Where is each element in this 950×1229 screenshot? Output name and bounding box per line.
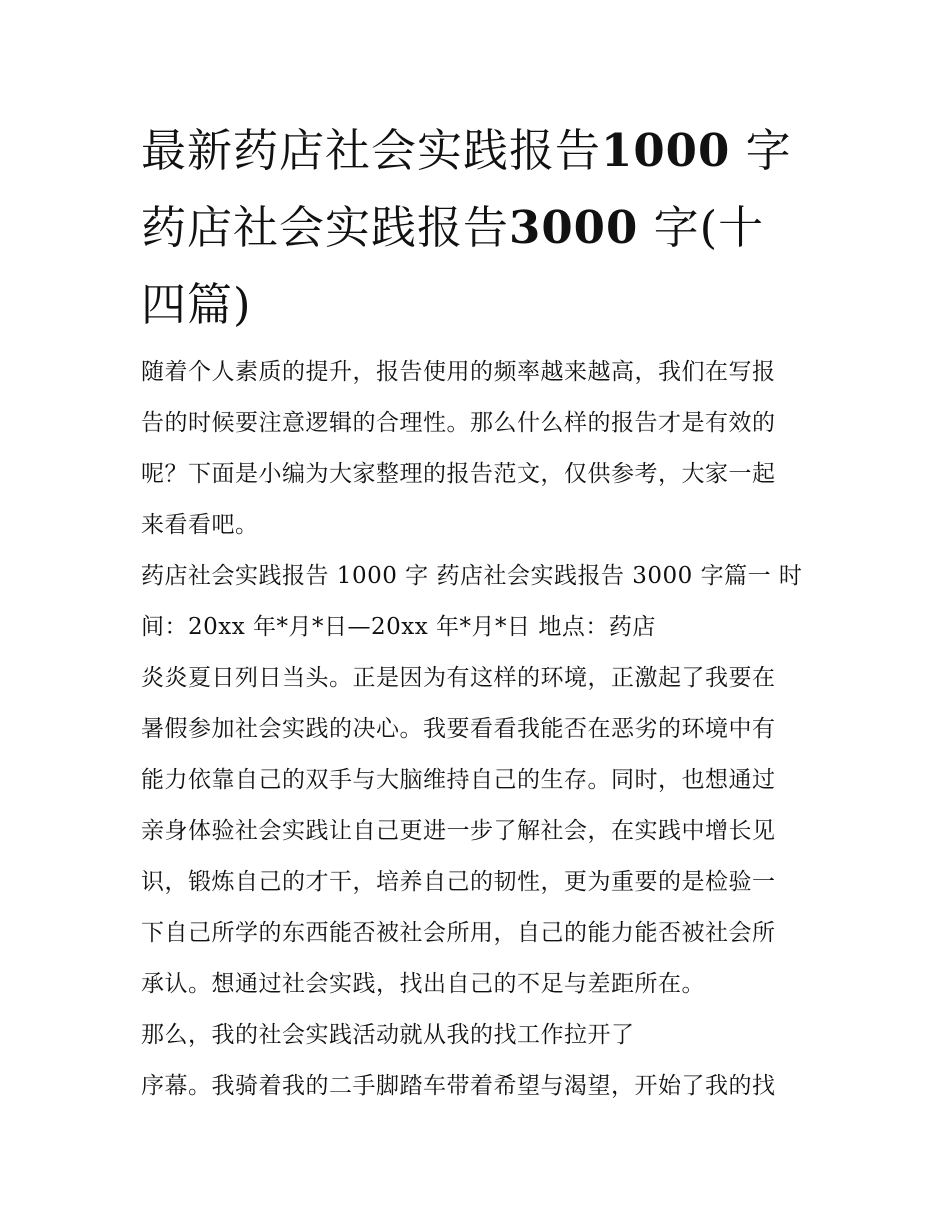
title-line: 药店社会实践报告3000 字(十 xyxy=(141,201,765,254)
intro-paragraph: 随着个人素质的提升，报告使用的频率越来越高，我们在写报 告的时候要注意逻辑的合理性。那么什么样的报告才是有效的 呢？下面是小编为大家整理的报告范文，仅供参考，大家一起 来看看吧。 xyxy=(141,359,776,538)
section-heading-paragraph: 药店社会实践报告 1000 字 药店社会实践报告 3000 字篇一 时 间：20xx 年*月*日—20xx 年*月*日 地点：药店 xyxy=(141,563,803,640)
document-page xyxy=(141,112,813,1112)
document-title xyxy=(141,112,813,343)
body-paragraph: 那么，我的社会实践活动就从我的找工作拉开了 xyxy=(141,1022,635,1048)
body-paragraph: 炎炎夏日列日当头。正是因为有这样的环境，正激起了我要在 暑假参加社会实践的决心。我要看看我能否在恶劣的环境中有 能力依靠自己的双手与大脑维持自己的生存。同时，也想通过 亲身体验社会实践让自己更进一步了解社会，在实践中增长见 识，锻炼自己的才干，培养自己的韧性，更为重要的是检验一 下自己所学的东西能否被社会所用，自己的能力能否被社会所 承认。想通过社会实践，找出自己的不足与差距所在。 xyxy=(141,665,776,997)
title-line: 四篇) xyxy=(141,278,252,331)
title-line: 最新药店社会实践报告1000 字 xyxy=(141,124,792,177)
body-paragraph: 序幕。我骑着我的二手脚踏车带着希望与渴望，开始了我的找 xyxy=(141,1073,776,1099)
